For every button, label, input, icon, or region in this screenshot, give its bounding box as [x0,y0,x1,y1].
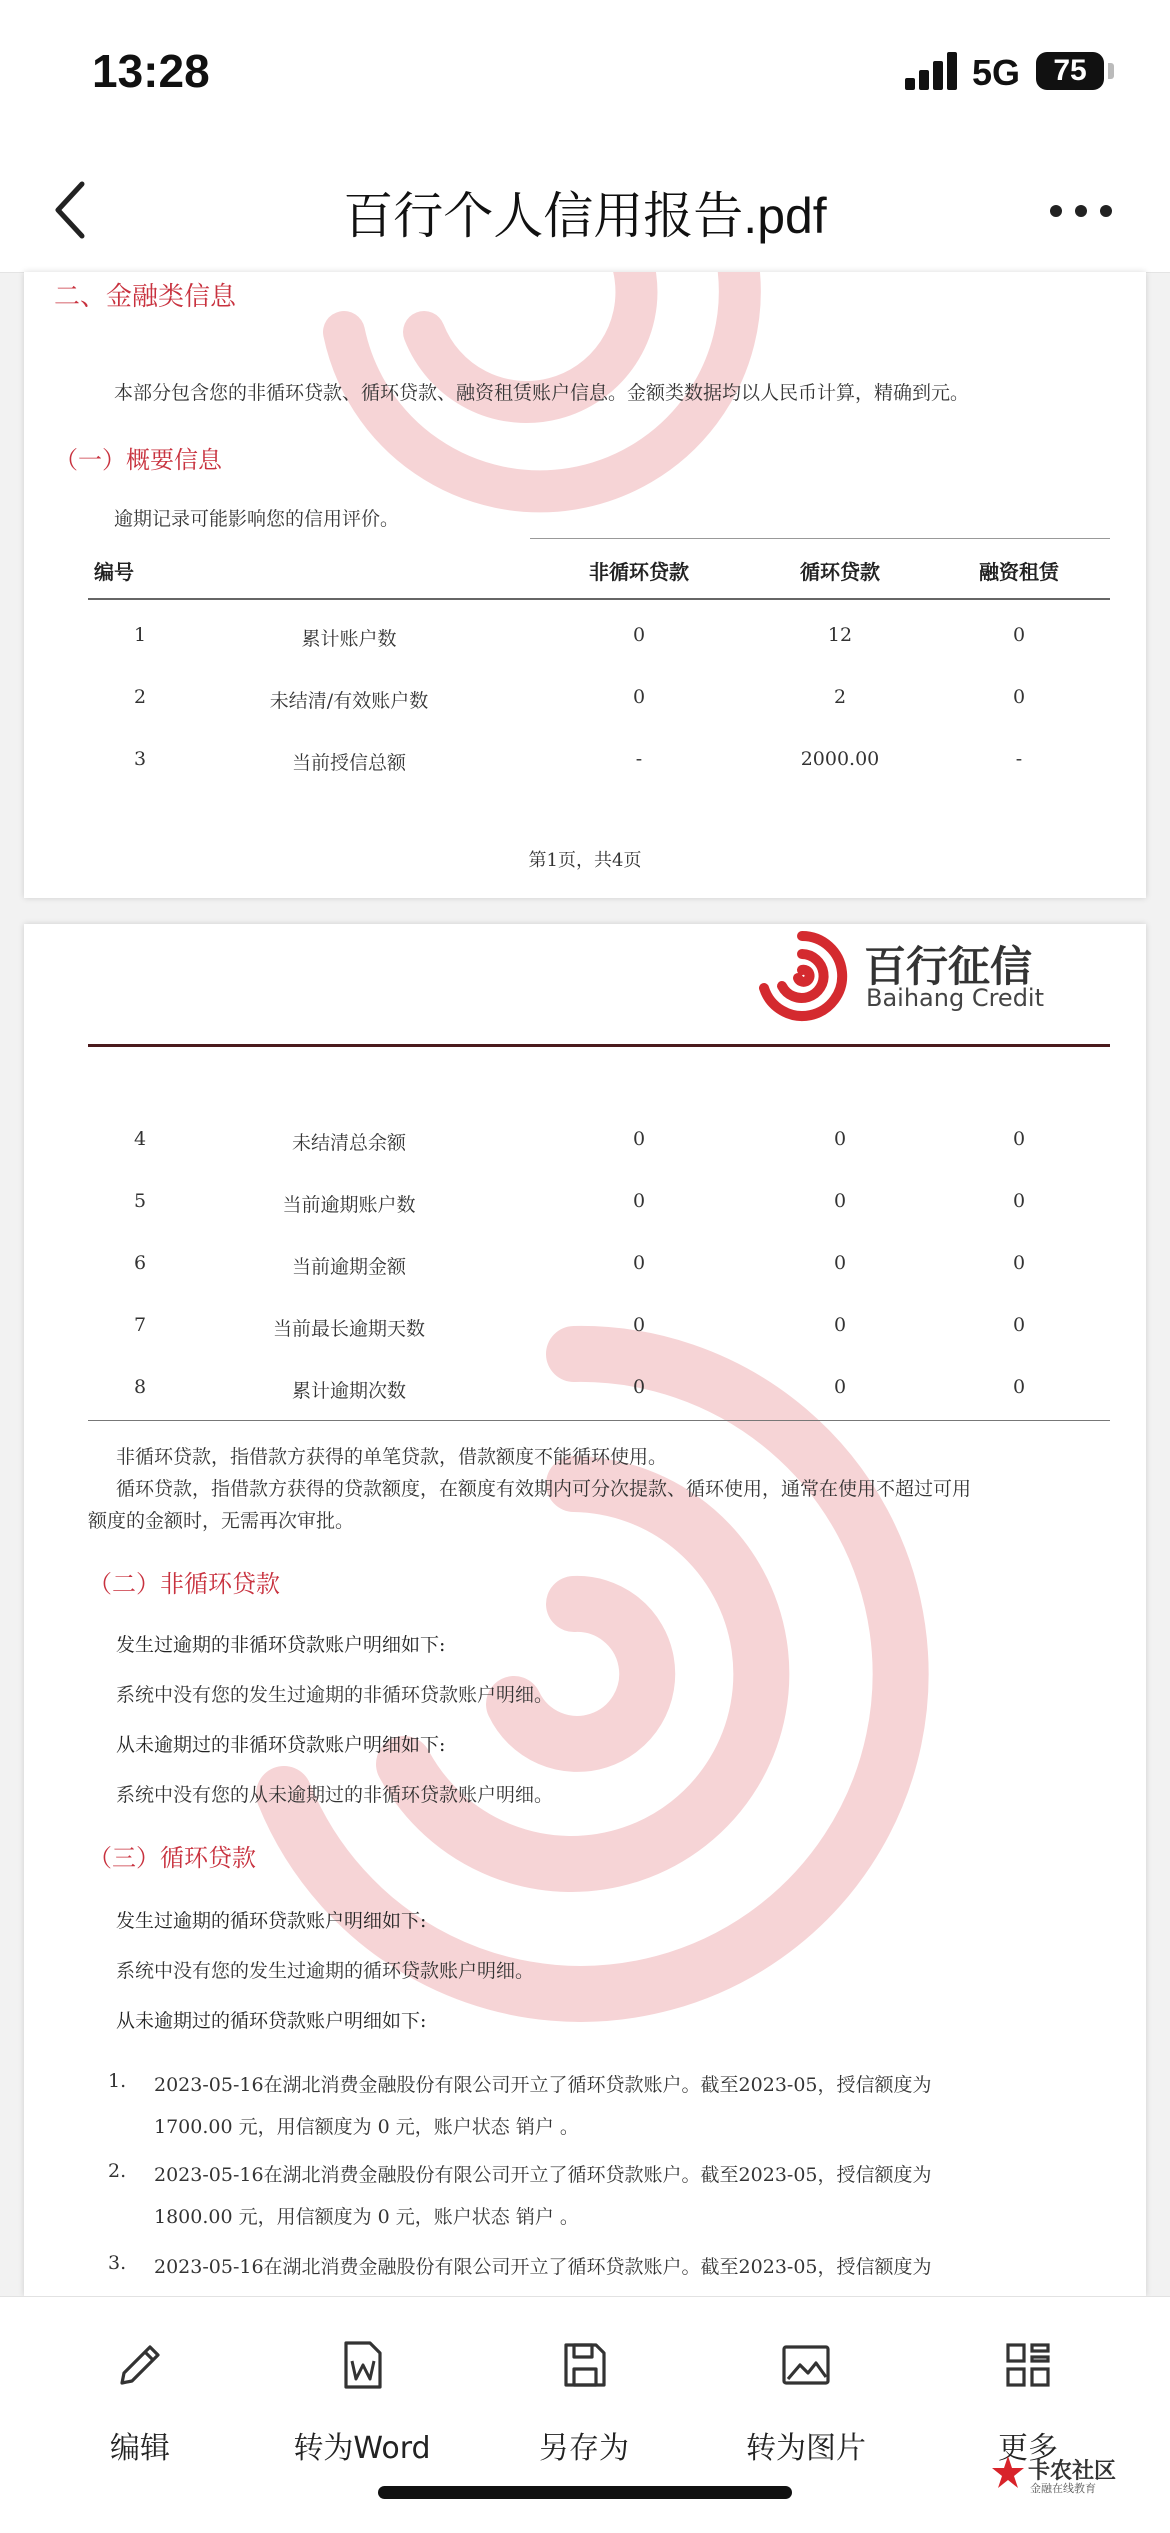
list-text: 1700.00 元，用信额度为 0 元，账户状态 销户 。 [154,2116,579,2138]
row-value: 0 [632,1128,646,1150]
row-value: 0 [632,1252,646,1274]
paragraph: 发生过逾期的循环贷款账户明细如下: [116,1910,427,1932]
battery-cap [1108,63,1114,79]
row-value: 0 [833,1314,847,1336]
dot-icon [1075,205,1087,217]
row-value: 0 [1012,1190,1026,1212]
row-value: 0 [1012,686,1026,708]
watermark-logo-icon [194,1294,954,2054]
tool-label: 转为Word [293,2431,431,2466]
row-value: 0 [632,1314,646,1336]
dot-icon [1100,205,1112,217]
row-value: 0 [1012,1314,1026,1336]
status-time: 13:28 [92,45,210,97]
row-value: 0 [833,1252,847,1274]
baihang-logo-icon [754,928,850,1024]
row-label: 累计逾期次数 [291,1380,406,1402]
table-note: 逾期记录可能影响您的信用评价。 [114,508,400,530]
row-value: 12 [827,624,853,646]
dot-icon [1050,205,1062,217]
paragraph: 系统中没有您的发生过逾期的非循环贷款账户明细。 [116,1684,554,1706]
row-number: 6 [133,1252,147,1274]
list-text: 2023-05-16在湖北消费金融股份有限公司开立了循环贷款账户。截至2023-05，授信额度为 [154,2256,932,2278]
row-value: - [635,748,643,770]
pdf-page-2[interactable] [24,924,1146,2296]
save-icon [556,2337,612,2393]
row-label: 当前授信总额 [291,752,406,774]
definition-non-revolving: 非循环贷款，指借款方获得的单笔贷款，借款额度不能循环使用。 [116,1446,668,1468]
grid-icon [1000,2337,1056,2393]
community-badge [990,2452,1140,2496]
row-value: - [1015,748,1023,770]
table-header: 编号 [94,560,134,584]
row-label: 未结清/有效账户数 [269,690,429,712]
network-type: 5G [972,52,1021,93]
chevron-left-icon [38,174,110,246]
paragraph: 系统中没有您的发生过逾期的循环贷款账户明细。 [116,1960,535,1982]
table-header: 非循环贷款 [589,560,689,584]
logo-text-cn: 百行征信 [864,942,1033,991]
row-value: 0 [632,624,646,646]
row-value: 0 [1012,1376,1026,1398]
more-button[interactable] [928,2337,1128,2467]
table-top-line [530,538,1110,539]
word-icon [334,2337,390,2393]
list-number: 1. [108,2070,127,2092]
edit-button[interactable] [40,2337,240,2467]
row-number: 8 [133,1376,147,1398]
row-label: 累计账户数 [301,628,397,650]
definition-revolving-cont: 额度的金额时，无需再次审批。 [88,1510,355,1532]
subsection-title: （一）概要信息 [54,446,222,474]
definition-revolving: 循环贷款，指借款方获得的贷款额度，在额度有效期内可分次提款、循环使用，通常在使用不超过可用 [116,1478,972,1500]
row-value: 0 [632,686,646,708]
home-indicator[interactable] [378,2486,792,2499]
table-header: 融资租赁 [979,560,1059,584]
title-bar [0,150,1170,273]
row-value: 2000.00 [800,748,880,770]
image-icon [778,2337,834,2393]
row-label: 当前最长逾期天数 [272,1318,425,1340]
subsection-title: （二）非循环贷款 [88,1570,280,1598]
row-label: 未结清总余额 [291,1132,406,1154]
signal-icon [905,52,961,90]
row-label: 当前逾期账户数 [282,1194,416,1216]
subsection-title: （三）循环贷款 [88,1844,256,1872]
tool-label: 编辑 [110,2431,170,2466]
row-value: 0 [632,1376,646,1398]
row-label: 当前逾期金额 [291,1256,406,1278]
page-number: 第1页，共4页 [528,850,642,871]
table-bottom-line [88,1420,1110,1421]
header-rule [88,1044,1110,1047]
row-value: 0 [632,1190,646,1212]
table-header: 循环贷款 [800,560,880,584]
tool-label: 另存为 [539,2431,629,2466]
pdf-page-1[interactable] [24,272,1146,898]
save-as-button[interactable] [484,2337,684,2467]
row-value: 0 [833,1190,847,1212]
table-header-line [88,598,1110,600]
paragraph: 从未逾期过的非循环贷款账户明细如下: [116,1734,446,1756]
badge-title: 卡农社区 [1028,2459,1117,2484]
row-value: 2 [833,686,847,708]
row-value: 0 [1012,1252,1026,1274]
tool-label: 转为图片 [746,2431,866,2466]
pencil-icon [112,2337,168,2393]
section-title: 二、金融类信息 [54,282,237,312]
badge-subtitle: 金融在线教育 [1030,2482,1096,2495]
paragraph: 发生过逾期的非循环贷款账户明细如下: [116,1634,446,1656]
row-value: 0 [1012,1128,1026,1150]
more-options-button[interactable] [1046,190,1116,230]
row-number: 4 [133,1128,147,1150]
document-title: 百行个人信用报告.pdf [343,188,827,244]
convert-to-word-button[interactable] [262,2337,462,2467]
battery-icon: 75 [1036,52,1104,90]
row-value: 0 [833,1376,847,1398]
paragraph: 从未逾期过的循环贷款账户明细如下: [116,2010,427,2032]
row-number: 5 [133,1190,147,1212]
row-number: 7 [133,1314,147,1336]
list-text: 1800.00 元，用信额度为 0 元，账户状态 销户 。 [154,2206,579,2228]
row-number: 2 [133,686,147,708]
list-text: 2023-05-16在湖北消费金融股份有限公司开立了循环贷款账户。截至2023-05，授信额度为 [154,2164,932,2186]
row-value: 0 [1012,624,1026,646]
list-number: 3. [108,2252,127,2274]
paragraph: 系统中没有您的从未逾期过的非循环贷款账户明细。 [116,1784,554,1806]
badge-logo-icon [990,2454,1026,2490]
list-text: 2023-05-16在湖北消费金融股份有限公司开立了循环贷款账户。截至2023-05，授信额度为 [154,2074,932,2096]
section-intro: 本部分包含您的非循环贷款、循环贷款、融资租赁账户信息。金额类数据均以人民币计算，精确到元。 [114,382,970,404]
row-number: 1 [133,624,147,646]
logo-text-en: Baihang Credit [866,984,1045,1012]
tool-label: 更多 [998,2431,1058,2466]
list-number: 2. [108,2160,127,2182]
row-value: 0 [833,1128,847,1150]
convert-to-image-button[interactable] [706,2337,906,2467]
status-bar [0,0,1170,150]
back-button[interactable] [38,174,110,246]
row-number: 3 [133,748,147,770]
